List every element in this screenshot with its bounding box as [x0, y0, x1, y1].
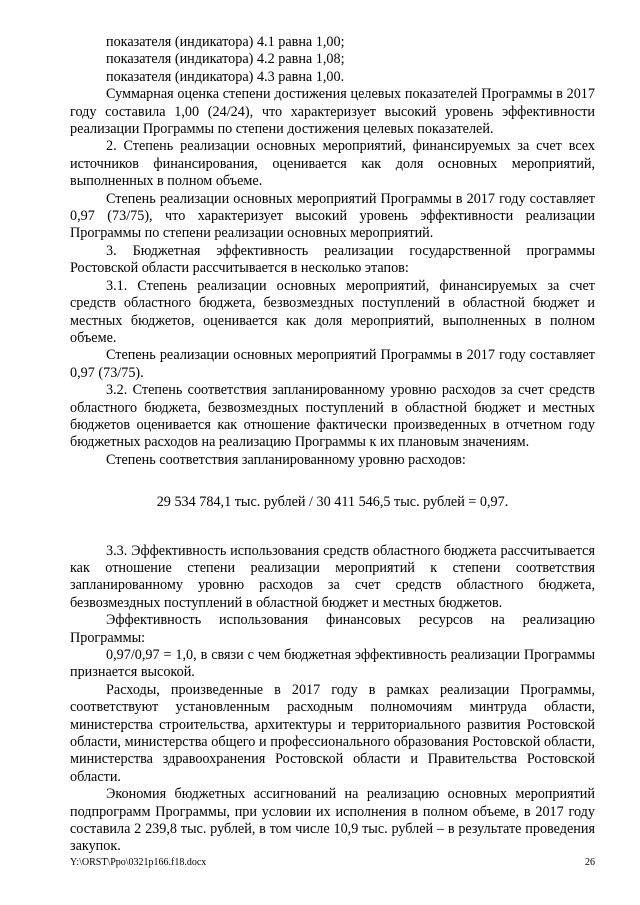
paragraph: 3.2. Степень соответствия запланированному уровню расходов за счет средств областного бюджета, безвозмездных поступлений в областной бюджет и местных бюджетов оценивается как отношение фактически произведенных в отчетном году бюджетных расходов на реализацию Программы к их плановым значениям.	[70, 382, 595, 451]
paragraph: Экономия бюджетных ассигнований на реализацию основных мероприятий подпрограмм Программы, при условии их исполнения в полном объеме, в 2017 году составила 2 239,8 тыс. рублей, в том числе 10,9 тыс. рублей – в результате проведения закупок.	[70, 786, 595, 855]
paragraph: 2. Степень реализации основных мероприятий, финансируемых за счет всех источников финансирования, оценивается как доля основных мероприятий, выполненных в полном объеме.	[70, 138, 595, 190]
paragraph: показателя (индикатора) 4.2 равна 1,08;	[106, 51, 345, 68]
paragraph: 3.3. Эффективность использования средств областного бюджета рассчитывается как отношение степени реализации мероприятий к степени соответствия запланированному уровню расходов за счет средств областного бюджета, безвозмездных поступлений в областной бюджет и местных бюджетов.	[70, 542, 595, 611]
paragraph: показателя (индикатора) 4.1 равна 1,00;	[106, 34, 345, 50]
paragraph: Степень реализации основных мероприятий Программы в 2017 году составляет 0,97 (73/75), что характеризует высокий уровень эффективности реализации Программы по степени реализации основных мероприятий.	[70, 190, 595, 242]
paragraph: 0,97/0,97 = 1,0, в связи с чем бюджетная эффективность реализации Программы признается высокой.	[70, 647, 595, 681]
document-body	[70, 34, 595, 856]
paragraph: Эффективность использования финансовых ресурсов на реализацию Программы:	[70, 612, 595, 646]
paragraph: показателя (индикатора) 4.3 равна 1,00.	[106, 68, 345, 85]
paragraph: Расходы, произведенные в 2017 году в рамках реализации Программы, соответствуют установленным расходным полномочиям минтруда области, министерства строительства, архитектуры и территориального развития Ростовской области, министерства общего и профессионального образования Ростовской области, министерства здравоохранения Ростовской области и Правительства Ростовской области.	[70, 681, 595, 785]
footer-file-path: Y:\ORST\Ppo\0321p166.f18.docx	[70, 857, 207, 868]
paragraph: Степень соответствия запланированному уровню расходов:	[106, 451, 466, 468]
paragraph: Степень реализации основных мероприятий Программы в 2017 году составляет 0,97 (73/75).	[70, 347, 595, 381]
paragraph: 3. Бюджетная эффективность реализации государственной программы Ростовской области рассчитывается в несколько этапов:	[70, 242, 595, 277]
formula: 29 534 784,1 тыс. рублей / 30 411 546,5 тыс. рублей = 0,97.	[156, 494, 509, 511]
paragraph: Суммарная оценка степени достижения целевых показателей Программы в 2017 году составила 1,00 (24/24), что характеризует высокий уровень эффективности реализации Программы по степени достижения целевых показателей.	[70, 86, 595, 138]
paragraph: 3.1. Степень реализации основных мероприятий, финансируемых за счет средств областного бюджета, безвозмездных поступлений в областной бюджет и местных бюджетов, оценивается как доля мероприятий, выполненных в полном объеме.	[70, 277, 595, 346]
page-number: 26	[585, 857, 595, 868]
